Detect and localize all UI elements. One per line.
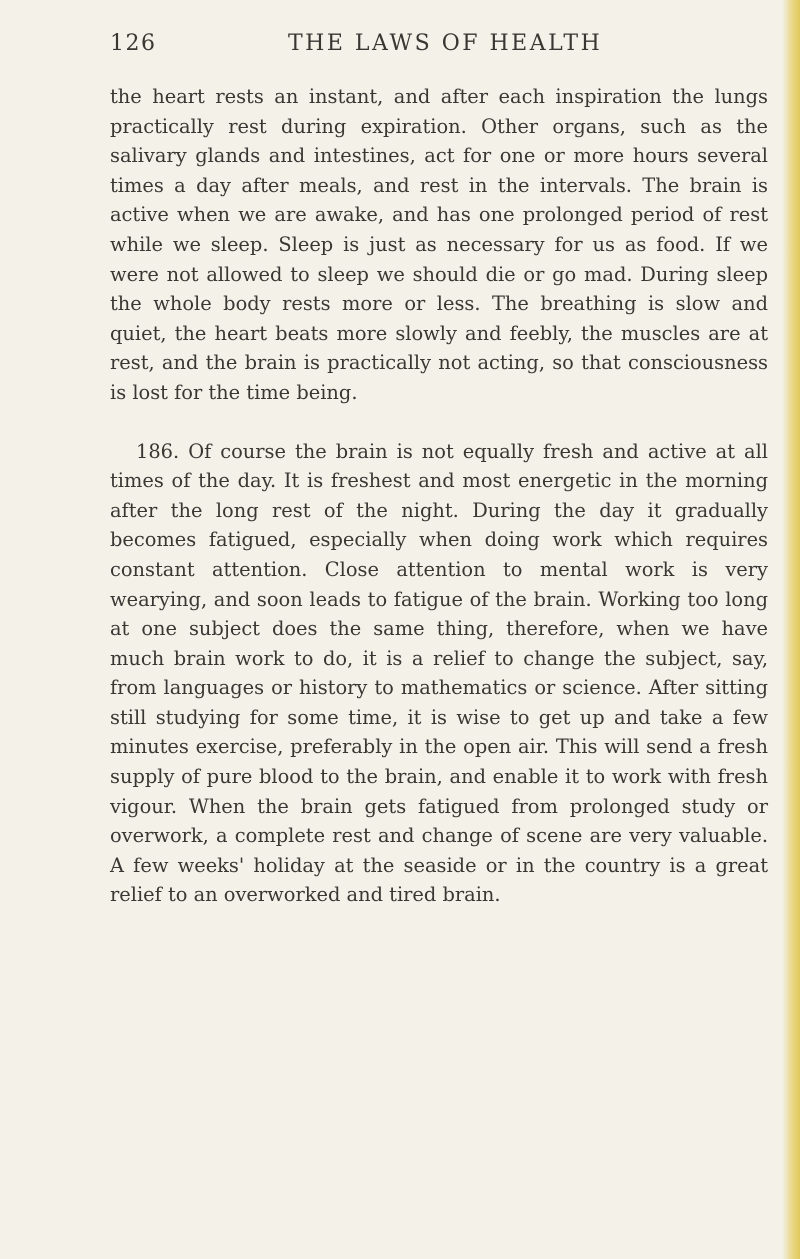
paragraph-text: Of course the brain is not equally fresh and active at all times of the day. It is freshest and most energetic in the morning after the long rest of the night. During the day it gradually becomes fatigued, especially when doing work which requires constant attention. Close attention to mental work is very wearying, and soon leads to fatigue of the brain. Working too long at one subject does the same thing, therefore, when we have much brain work to do, it is a relief to change the subject, say, from languages or history to mathematics or science. After sitting still studying for some time, it is wise to get up and take a few minutes exercise, preferably in the open air. This will send a fresh supply of pure blood to the brain, and enable it to work with fresh vigour. When the brain gets fatigued from prolonged study or overwork, a complete rest and change of scene are very valuable. A few weeks' holiday at the seaside or in the country is a great relief to an overworked and tired brain. <box>110 439 768 907</box>
page-number: 126 <box>110 31 157 56</box>
page-edge-shading <box>782 0 800 1259</box>
paragraph-section-186 <box>110 437 768 911</box>
body-text <box>110 82 768 910</box>
paragraph-continuation <box>110 82 768 408</box>
section-number: 186. <box>136 439 180 463</box>
running-title: THE LAWS OF HEALTH <box>288 31 603 56</box>
page-header <box>110 31 770 61</box>
paragraph-text: the heart rests an instant, and after each inspiration the lungs practically rest during expiration. Other organs, such as the salivary glands and intestines, act for one or more hours several times a day after meals, and rest in the intervals. The brain is active when we are awake, and has one prolonged period of rest while we sleep. Sleep is just as necessary for us as food. If we were not allowed to sleep we should die or go mad. During sleep the whole body rests more or less. The breathing is slow and quiet, the heart beats more slowly and feebly, the muscles are at rest, and the brain is practically not acting, so that consciousness is lost for the time being. <box>110 85 768 404</box>
